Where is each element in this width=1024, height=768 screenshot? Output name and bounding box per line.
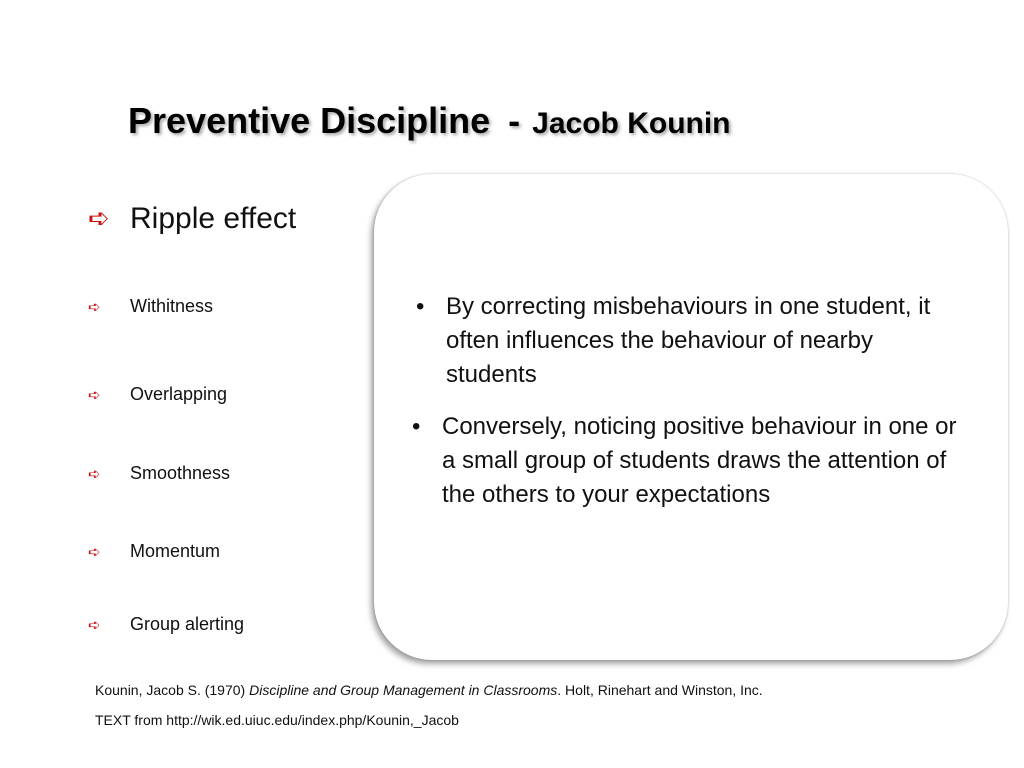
sub-bullet-label: Overlapping <box>130 384 228 404</box>
arrow-bullet-icon: ➪ <box>88 204 110 234</box>
bullet-dot-icon: • <box>416 293 425 320</box>
card-point-text: By correcting misbehaviours in one student, it often influences the behaviour of nearby students <box>446 293 931 388</box>
main-bullet <box>88 202 296 236</box>
title-main: Preventive Discipline <box>128 100 491 141</box>
citation-title: Discipline and Group Management in Classrooms <box>249 682 558 698</box>
sub-bullet-withitness <box>88 296 213 317</box>
sub-bullet-label: Smoothness <box>130 463 231 483</box>
arrow-bullet-icon: ➪ <box>88 464 101 483</box>
sub-bullet-smoothness <box>88 463 230 484</box>
card-point-text: Conversely, noticing positive behaviour in one or a small group of students draws the attention of the others to your expectations <box>442 413 957 508</box>
card-point <box>408 290 968 392</box>
slide-title <box>128 100 731 142</box>
sub-bullet-momentum <box>88 541 220 562</box>
sub-bullet-label: Momentum <box>130 541 221 561</box>
arrow-bullet-icon: ➪ <box>88 297 101 316</box>
source-text: TEXT from http://wik.ed.uiuc.edu/index.php/Kounin,_Jacob <box>95 712 459 728</box>
citation-suffix: . Holt, Rinehart and Winston, Inc. <box>557 682 763 698</box>
card-point <box>404 410 974 512</box>
sub-bullet-label: Withitness <box>130 296 214 316</box>
arrow-bullet-icon: ➪ <box>88 542 101 561</box>
title-subtitle: Jacob Kounin <box>532 107 731 140</box>
sub-bullet-label: Group alerting <box>130 614 245 634</box>
sub-bullet-overlapping <box>88 384 227 405</box>
main-bullet-label: Ripple effect <box>130 202 297 235</box>
explanation-card <box>374 174 1008 660</box>
arrow-bullet-icon: ➪ <box>88 385 101 404</box>
title-separator: - <box>508 100 521 141</box>
citation <box>95 682 763 698</box>
arrow-bullet-icon: ➪ <box>88 615 101 634</box>
sub-bullet-group-alerting <box>88 614 244 635</box>
bullet-dot-icon: • <box>412 413 421 440</box>
citation-prefix: Kounin, Jacob S. (1970) <box>95 682 250 698</box>
